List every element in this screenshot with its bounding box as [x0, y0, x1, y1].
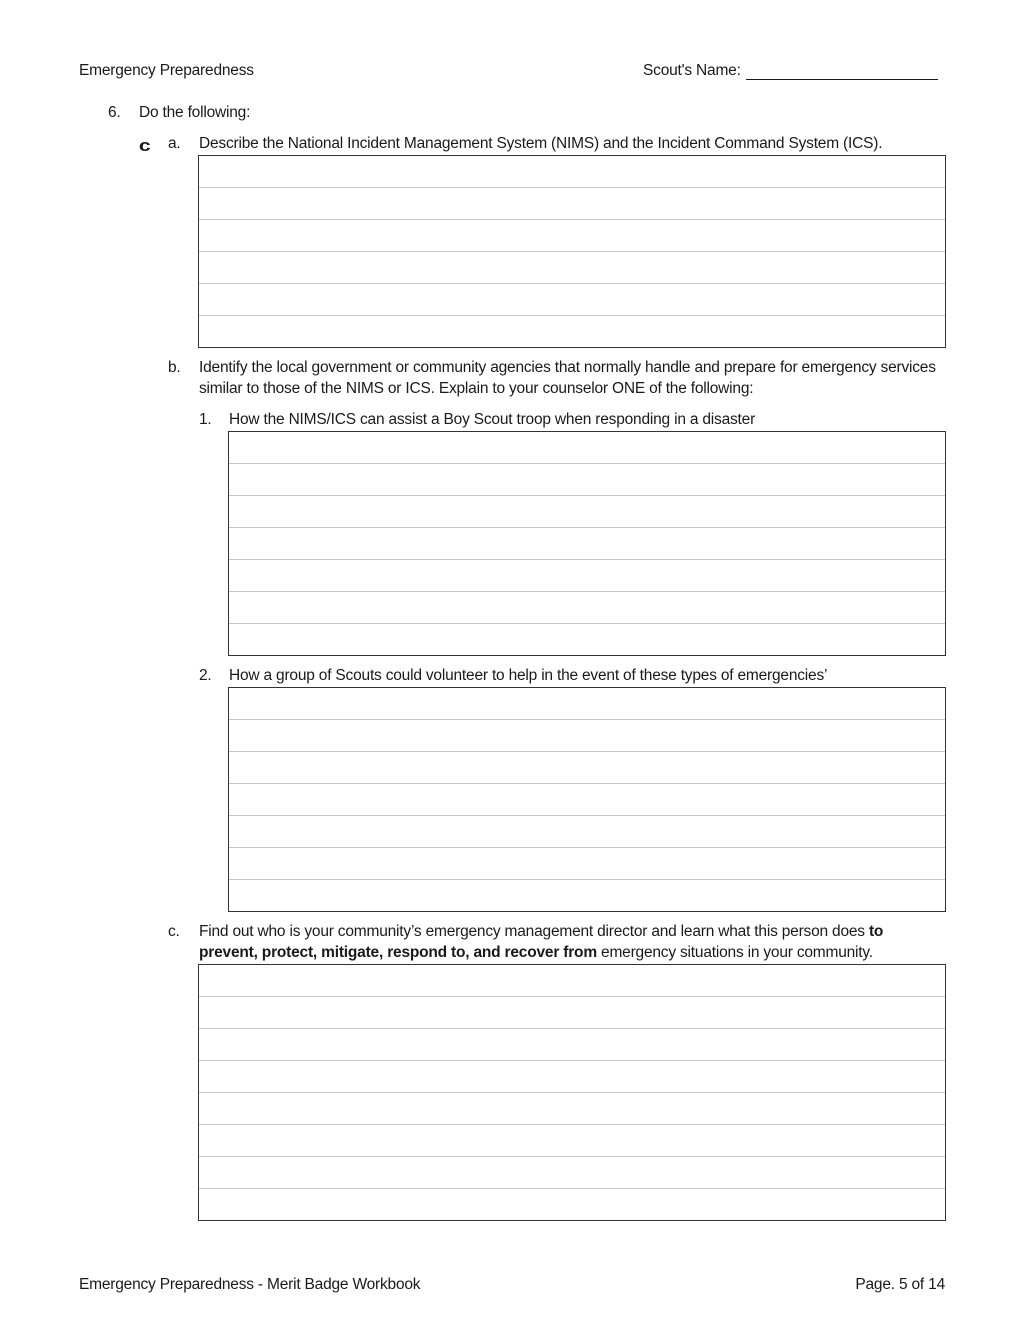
answer-line: [199, 219, 945, 220]
answer-line: [229, 495, 945, 496]
answer-line: [199, 1092, 945, 1093]
part-c-label: c.: [168, 923, 180, 940]
answer-line: [229, 623, 945, 624]
answer-line: [229, 463, 945, 464]
answer-line: [229, 815, 945, 816]
answer-line: [229, 719, 945, 720]
scout-name-label: Scout's Name:: [643, 62, 741, 79]
question-number: 6.: [108, 104, 121, 121]
answer-line: [229, 751, 945, 752]
page-header-title: Emergency Preparedness: [79, 62, 254, 79]
answer-line: [229, 559, 945, 560]
part-c-line2-plain: emergency situations in your community.: [596, 944, 873, 961]
footer-page-number: Page. 5 of 14: [855, 1276, 945, 1293]
part-b-text-line2: similar to those of the NIMS or ICS. Explain to your counselor ONE of the following:: [199, 380, 754, 397]
answer-box-a[interactable]: [198, 155, 946, 348]
part-a-text: Describe the National Incident Management System (NIMS) and the Incident Command System (ICS).: [199, 135, 883, 152]
part-c-text-line1: [199, 923, 883, 941]
part-c-line1-plain: Find out who is your community’s emergency management director and learn what this person does: [199, 923, 869, 940]
part-c-line2-bold: prevent, protect, mitigate, respond to, and recover from: [199, 944, 597, 961]
answer-line: [229, 591, 945, 592]
part-b-item2-label: 2.: [199, 667, 212, 684]
answer-line: [199, 1156, 945, 1157]
part-b-text-line1: Identify the local government or community agencies that normally handle and prepare for emergency services: [199, 359, 936, 376]
answer-line: [199, 283, 945, 284]
answer-line: [229, 879, 945, 880]
answer-line: [229, 783, 945, 784]
part-c-line1-bold: to: [868, 923, 884, 940]
answer-line: [199, 1028, 945, 1029]
footer-workbook-title: Emergency Preparedness - Merit Badge Workbook: [79, 1276, 421, 1293]
part-b-item1-text: How the NIMS/ICS can assist a Boy Scout troop when responding in a disaster: [229, 411, 756, 428]
part-a-label: a.: [168, 135, 181, 152]
part-c-text-line2: [199, 944, 873, 962]
part-b-item1-label: 1.: [199, 411, 212, 428]
answer-line: [229, 847, 945, 848]
answer-line: [199, 251, 945, 252]
answer-box-c[interactable]: [198, 964, 946, 1221]
answer-line: [229, 527, 945, 528]
checkbox-icon[interactable]: c: [138, 136, 151, 155]
scout-name-field[interactable]: [746, 79, 938, 80]
answer-line: [199, 996, 945, 997]
answer-box-b1[interactable]: [228, 431, 946, 656]
answer-line: [199, 315, 945, 316]
answer-line: [199, 1188, 945, 1189]
part-b-item2-text: How a group of Scouts could volunteer to help in the event of these types of emergencies’: [229, 667, 828, 684]
answer-line: [199, 187, 945, 188]
answer-line: [199, 1124, 945, 1125]
answer-line: [199, 1060, 945, 1061]
part-b-label: b.: [168, 359, 181, 376]
answer-box-b2[interactable]: [228, 687, 946, 912]
question-text: Do the following:: [139, 104, 251, 121]
